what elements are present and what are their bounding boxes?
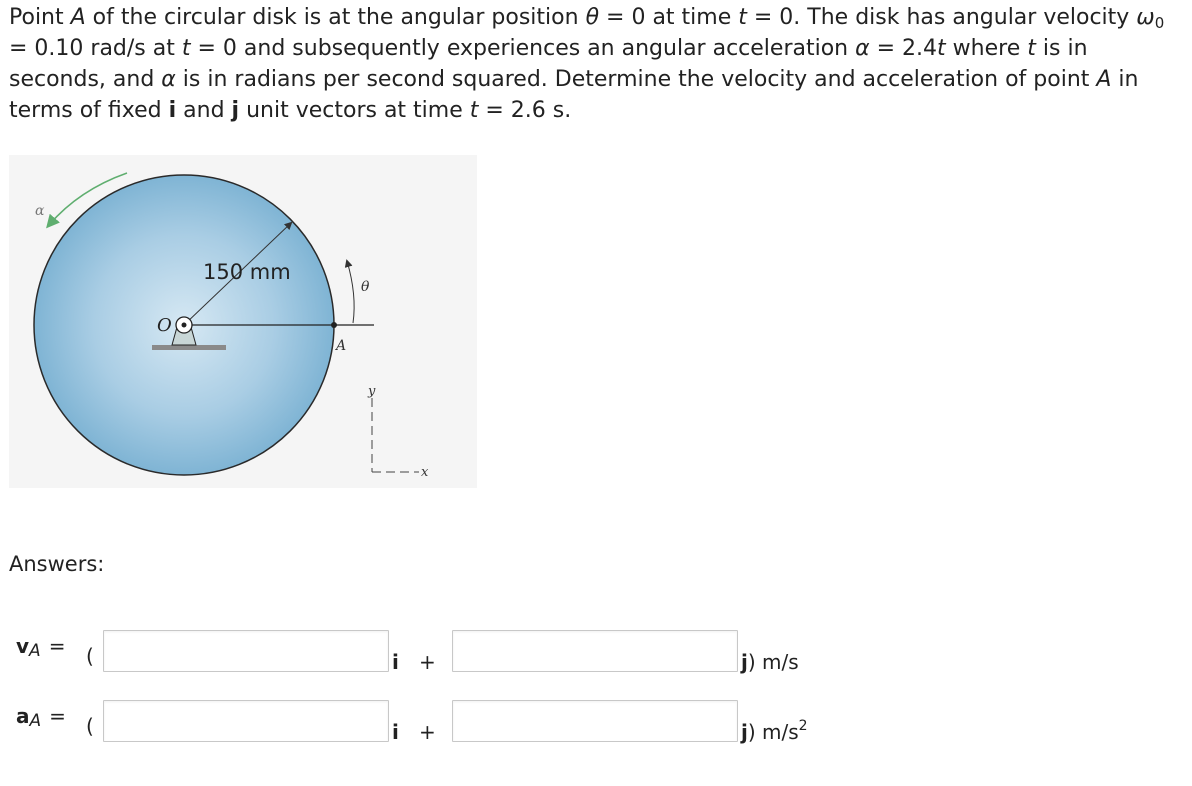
acceleration-plus: + (419, 720, 436, 744)
support-base (152, 345, 226, 350)
acceleration-j-input[interactable] (452, 700, 738, 742)
acceleration-units: j) $m/s^2$ (741, 718, 808, 744)
y-axis-label: y (368, 384, 376, 399)
acceleration-i-input[interactable] (103, 700, 389, 742)
velocity-open-paren: ( (86, 644, 94, 668)
pin-center (182, 323, 187, 328)
answers-heading: Answers: (9, 552, 105, 576)
x-axis-label: x (421, 465, 429, 480)
velocity-answer-row (0, 630, 1192, 676)
point-a (331, 322, 337, 328)
alpha-label: α (35, 203, 45, 219)
problem-statement: Point A of the circular disk is at the angular position θ = 0 at time t = 0. The disk has angular velocity $\omega_0 = 0.10$ rad/s at t = 0 and subsequently experiences an angular acceleration α = 2.4t where t is in seconds, and α is in radians per second squared. Determine the velocity and acceleration of point A in terms of fixed i and j unit vectors at time t = 2.6 s. (9, 5, 1165, 123)
velocity-i-unit: i (392, 650, 399, 674)
velocity-i-input[interactable] (103, 630, 389, 672)
o-label: O (157, 315, 172, 336)
acceleration-open-paren: ( (86, 714, 94, 738)
velocity-plus: + (419, 650, 436, 674)
acceleration-i-unit: i (392, 720, 399, 744)
disk-diagram (9, 155, 477, 488)
velocity-label: $v_A$ = (16, 634, 66, 661)
disk-figure (9, 155, 477, 488)
radius-label: 150 mm (203, 260, 291, 284)
velocity-j-input[interactable] (452, 630, 738, 672)
velocity-units: j) m/s (741, 650, 799, 674)
acceleration-answer-row (0, 700, 1192, 746)
a-label: A (336, 338, 347, 354)
acceleration-label: $a_A$ = (16, 704, 66, 731)
theta-arrow (347, 261, 354, 323)
theta-label: θ (361, 279, 370, 295)
